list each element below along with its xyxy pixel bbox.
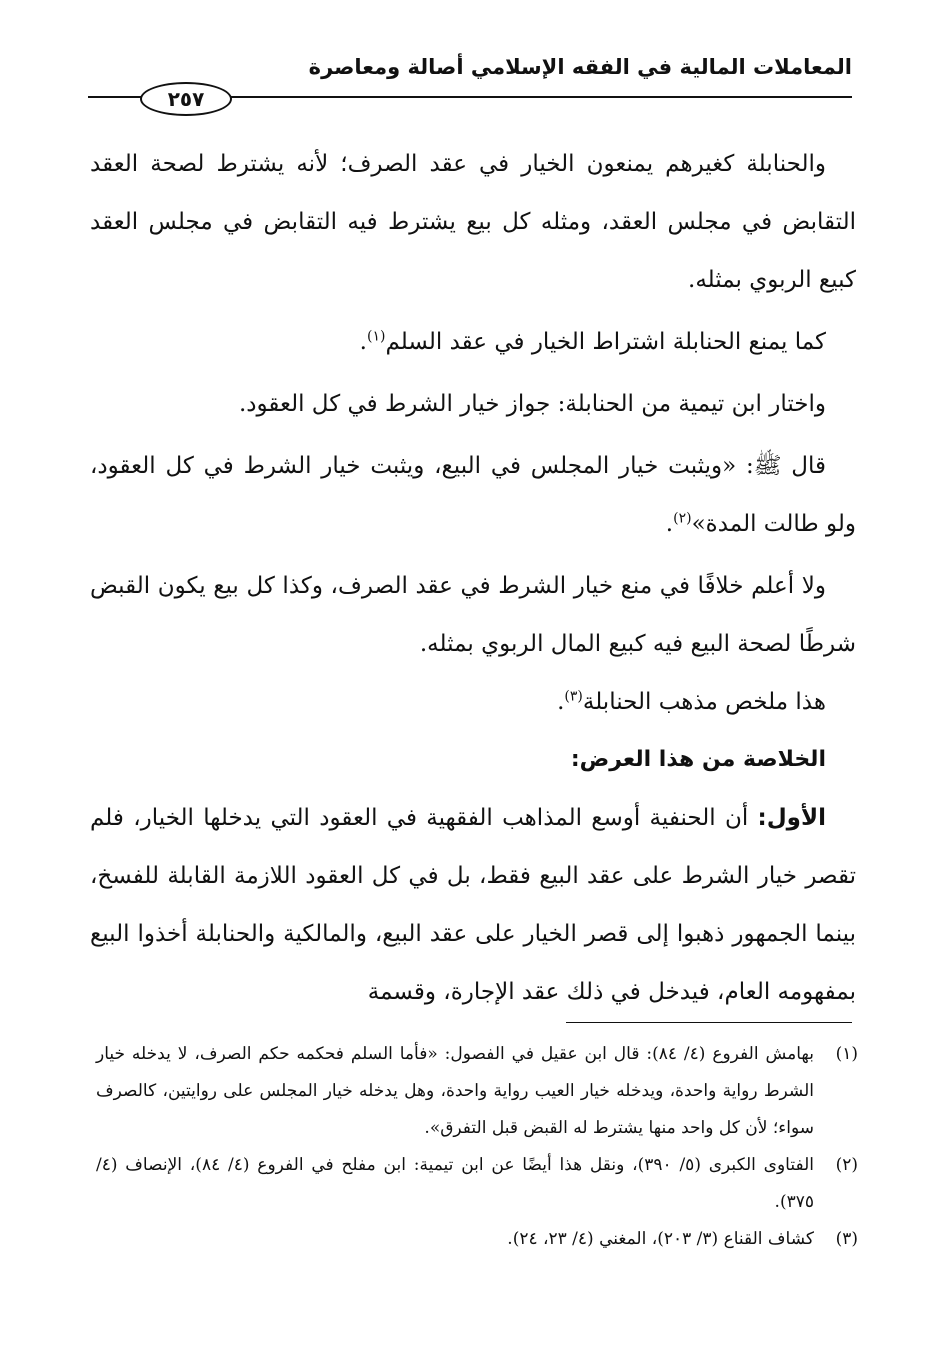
footnote-number: (١) bbox=[835, 1044, 858, 1064]
paragraph-6 bbox=[90, 673, 856, 731]
footnote-ref-2[interactable]: (٢) bbox=[673, 510, 692, 527]
paragraph-5: ولا أعلم خلافًا في منع خيار الشرط في عقد الصرف، وكذا كل بيع يكون القبض شرطًا لصحة البيع فيه كبيع المال الربوي بمثله. bbox=[90, 573, 856, 657]
paragraph-4-end: . bbox=[665, 511, 674, 537]
paragraph-2-text: كما يمنع الحنابلة اشتراط الخيار في عقد السلم bbox=[385, 329, 826, 355]
paragraph-6-end: . bbox=[557, 689, 565, 715]
footnote-text: كشاف القناع (٣/ ٢٠٣)، المغني (٤/ ٢٣، ٢٤). bbox=[507, 1229, 814, 1249]
main-text bbox=[90, 135, 856, 1021]
footnotes bbox=[96, 1036, 858, 1258]
page-number: ٢٥٧ bbox=[140, 82, 232, 116]
footnote-ref-1[interactable]: (١) bbox=[366, 328, 386, 345]
footnote-text: بهامش الفروع (٤/ ٨٤): قال ابن عقيل في الفصول: «فأما السلم فحكمه حكم الصرف، لا يدخله خيار الشرط رواية واحدة، ويدخله خيار العيب رواية واحدة، وهل يدخله خيار المجلس على روايتين، كالصرف سواء؛ لأن كل واحد منها يشترط له القبض قبل التفرق». bbox=[96, 1044, 814, 1138]
footnote-text: الفتاوى الكبرى (٥/ ٣٩٠)، ونقل هذا أيضًا عن ابن تيمية: ابن مفلح في الفروع (٤/ ٨٤)، الإنصاف (٤/ ٣٧٥). bbox=[96, 1155, 814, 1212]
paragraph-7-lead: الأول: bbox=[757, 805, 826, 831]
paragraph-4 bbox=[90, 437, 856, 553]
footnote-number: (٢) bbox=[835, 1155, 858, 1175]
running-title: المعاملات المالية في الفقه الإسلامي أصالة ومعاصرة bbox=[308, 55, 852, 79]
paragraph-7 bbox=[90, 789, 856, 1021]
paragraph-7-text: أن الحنفية أوسع المذاهب الفقهية في العقود التي يدخلها الخيار، فلم تقصر خيار الشرط على عقد البيع فقط، بل في كل العقود اللازمة القابلة للفسخ، بينما الجمهور ذهبوا إلى قصر الخيار على عقد البيع، والمالكية والحنابلة أخذوا البيع بمفهومه العام، فيدخل في ذلك عقد الإجارة، وقسمة bbox=[90, 805, 856, 1005]
paragraph-3: واختار ابن تيمية من الحنابلة: جواز خيار الشرط في كل العقود. bbox=[238, 391, 826, 417]
paragraph-2-end: . bbox=[359, 329, 367, 355]
paragraph-2 bbox=[90, 313, 856, 371]
footnote-3 bbox=[96, 1221, 858, 1258]
footnote-separator bbox=[566, 1022, 852, 1023]
footnote-2 bbox=[96, 1147, 858, 1221]
footnote-ref-3[interactable]: (٣) bbox=[564, 688, 583, 705]
paragraph-4-text: قال ﷺ: «ويثبت خيار المجلس في البيع، ويثبت خيار الشرط في كل العقود، ولو طالت المدة» bbox=[90, 453, 856, 537]
footnote-1 bbox=[96, 1036, 858, 1147]
section-heading: الخلاصة من هذا العرض: bbox=[570, 747, 826, 772]
paragraph-1: والحنابلة كغيرهم يمنعون الخيار في عقد الصرف؛ لأنه يشترط لصحة العقد التقابض في مجلس العقد، ومثله كل بيع يشترط فيه التقابض في مجلس العقد كبيع الربوي بمثله. bbox=[90, 151, 856, 293]
footnote-number: (٣) bbox=[835, 1229, 858, 1249]
paragraph-6-text: هذا ملخص مذهب الحنابلة bbox=[582, 689, 826, 715]
